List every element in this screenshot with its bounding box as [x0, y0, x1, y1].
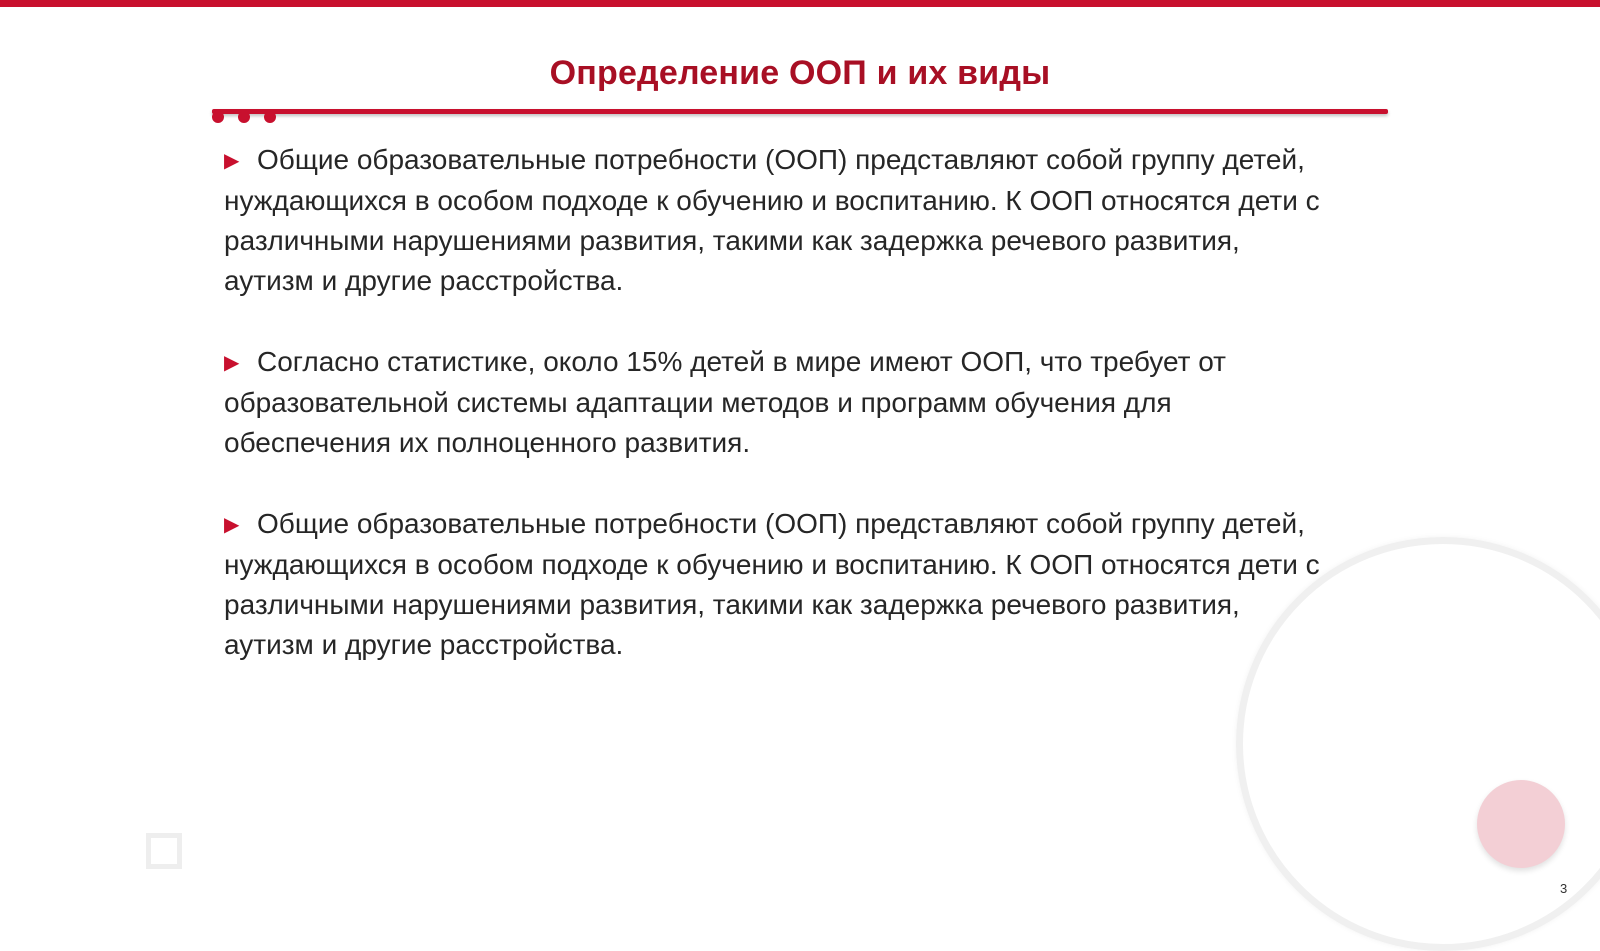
rule-dot-3 [264, 111, 276, 123]
bullet-text: Общие образовательные потребности (ООП) представляют собой группу детей, нуждающихся в особом подходе к обучению и воспитанию. К ООП относятся дети с различными нарушениями развития, такими как задержка речевого развития, аутизм и другие расстройства. [224, 144, 1320, 296]
bullet-arrow-icon: ▶ [224, 514, 240, 536]
slide-title: Определение ООП и их виды [549, 54, 1051, 92]
bullet-item-1 [224, 140, 1324, 301]
decorative-pink-circle [1477, 780, 1565, 868]
rule-dot-1 [212, 111, 224, 123]
bullet-arrow-icon: ▶ [224, 352, 240, 374]
bullet-text: Общие образовательные потребности (ООП) представляют собой группу детей, нуждающихся в особом подходе к обучению и воспитанию. К ООП относятся дети с различными нарушениями развития, такими как задержка речевого развития, аутизм и другие расстройства. [224, 508, 1320, 660]
title-underline [212, 109, 1388, 114]
bullet-arrow-icon: ▶ [224, 150, 240, 172]
bullet-item-3 [224, 504, 1324, 665]
rule-dot-2 [238, 111, 250, 123]
bullet-item-2 [224, 342, 1324, 463]
page-number: 3 [1560, 881, 1568, 896]
slide-body [224, 140, 1324, 706]
decorative-square [146, 833, 182, 869]
top-accent-bar [0, 0, 1600, 7]
bullet-text: Согласно статистике, около 15% детей в мире имеют ООП, что требует от образовательной системы адаптации методов и программ обучения для обеспечения их полноценного развития. [224, 346, 1227, 458]
